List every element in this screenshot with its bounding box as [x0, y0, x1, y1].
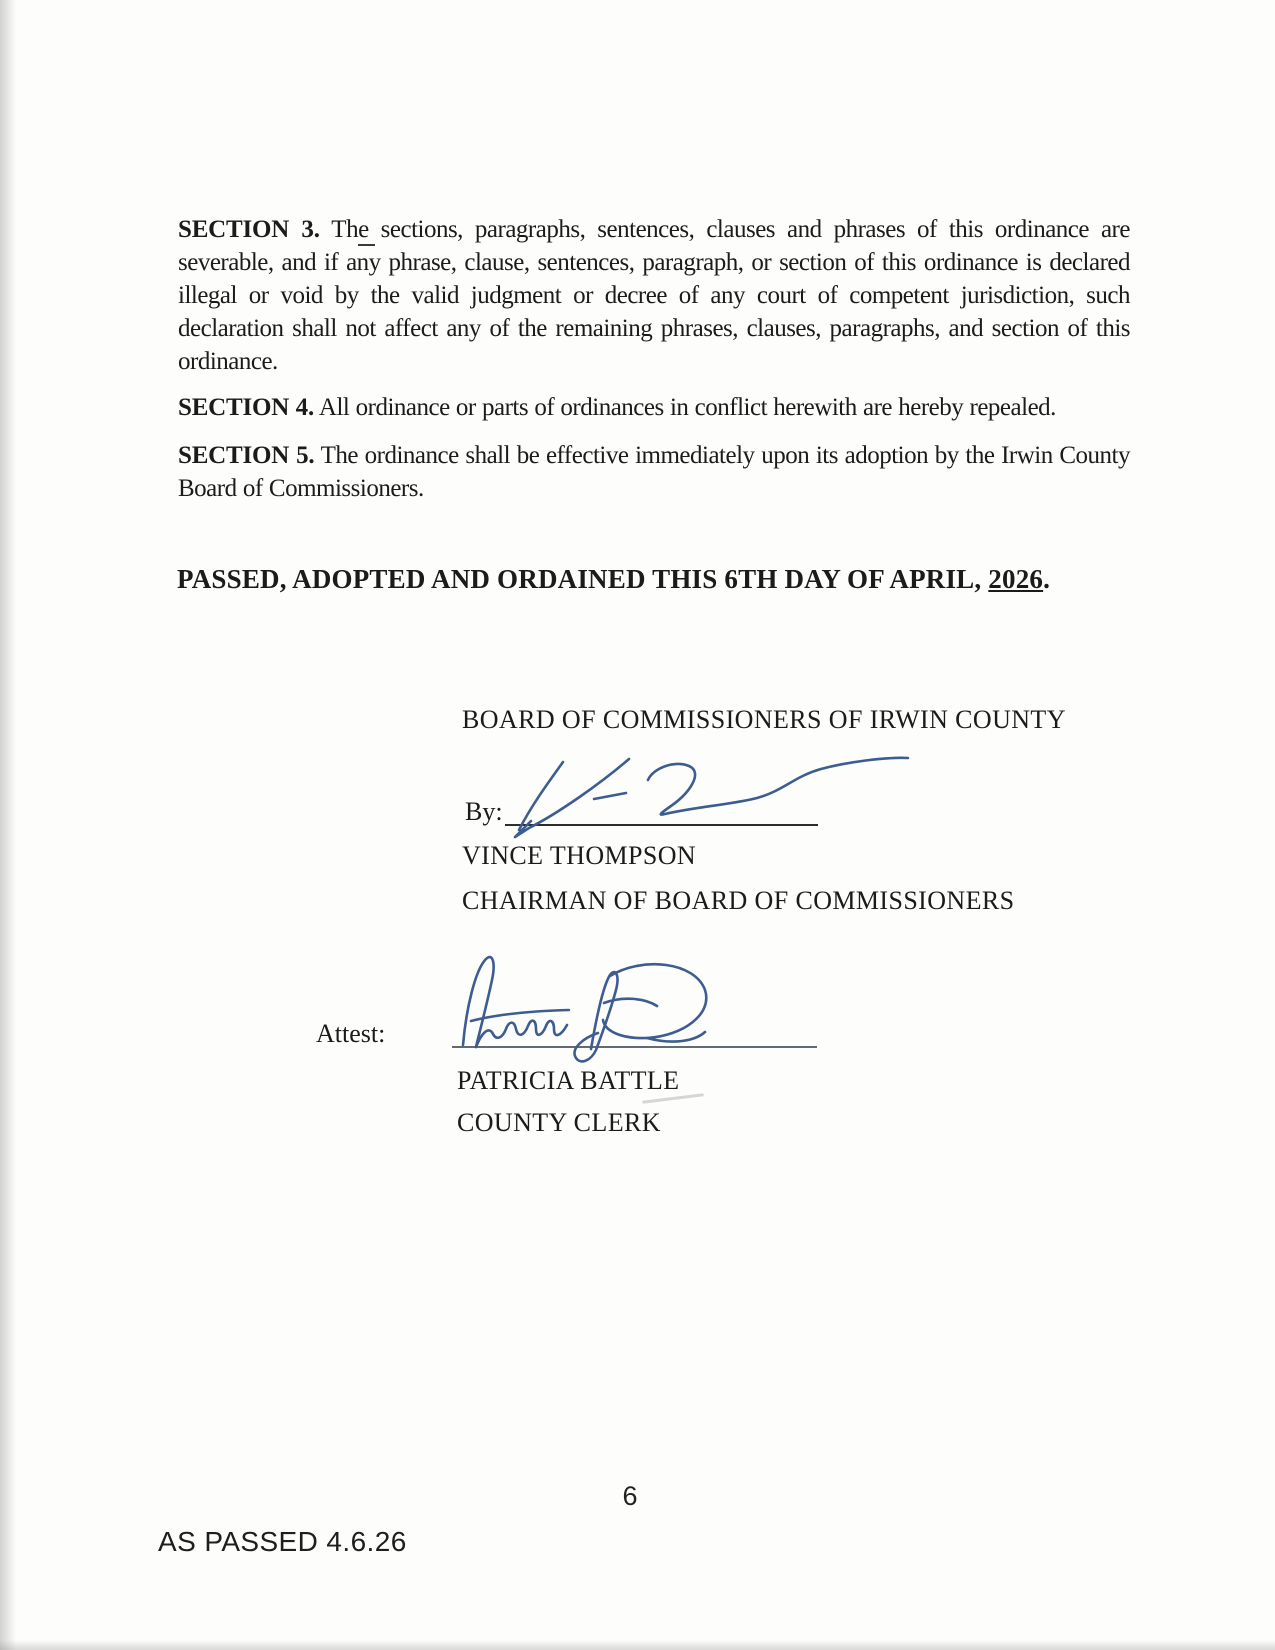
- attest-label: Attest:: [316, 1019, 386, 1048]
- by-label: By:: [465, 797, 503, 826]
- chairman-signature: [495, 744, 915, 839]
- clerk-title: COUNTY CLERK: [457, 1108, 661, 1137]
- scan-edge-artifact: [0, 1640, 1275, 1650]
- page-number: 6: [622, 1481, 638, 1511]
- section-4-paragraph: [178, 391, 1130, 424]
- chairman-name: VINCE THOMPSON: [462, 841, 697, 870]
- section-3-paragraph: [178, 213, 1130, 378]
- section-4-label: SECTION 4.: [178, 394, 315, 421]
- adoption-period: .: [1043, 564, 1051, 594]
- clerk-signature: [433, 948, 723, 1073]
- section-5-paragraph: [178, 439, 1130, 505]
- section-4-body: All ordinance or parts of ordinances in conflict herewith are hereby repealed.: [318, 394, 1056, 421]
- section-5-body: The ordinance shall be effective immediately upon its adoption by the Irwin County Board of Commissioners.: [178, 442, 1130, 502]
- adoption-year: 2026: [988, 564, 1044, 594]
- as-passed-stamp: AS PASSED 4.6.26: [158, 1526, 407, 1557]
- adoption-text: PASSED, ADOPTED AND ORDAINED THIS 6TH DAY OF APRIL,: [177, 564, 989, 594]
- clerk-name: PATRICIA BATTLE: [457, 1066, 680, 1095]
- scan-edge-artifact: [0, 0, 16, 1650]
- adoption-statement: [177, 563, 1177, 595]
- stray-underline-artifact: [358, 244, 375, 246]
- section-5-label: SECTION 5.: [178, 442, 315, 469]
- section-3-label: SECTION 3.: [178, 216, 320, 243]
- board-name: BOARD OF COMMISSIONERS OF IRWIN COUNTY: [462, 705, 1066, 734]
- chairman-title: CHAIRMAN OF BOARD OF COMMISSIONERS: [462, 886, 1015, 915]
- section-3-body: The sections, paragraphs, sentences, clauses and phrases of this ordinance are severable, and if any phrase, clause, sentences, paragraph, or section of this ordinance is declared illegal or void by the valid judgment or decree of any court of competent jurisdiction, such declaration shall not affect any of the remaining phrases, clauses, paragraphs, and section of this ordinance.: [178, 216, 1130, 375]
